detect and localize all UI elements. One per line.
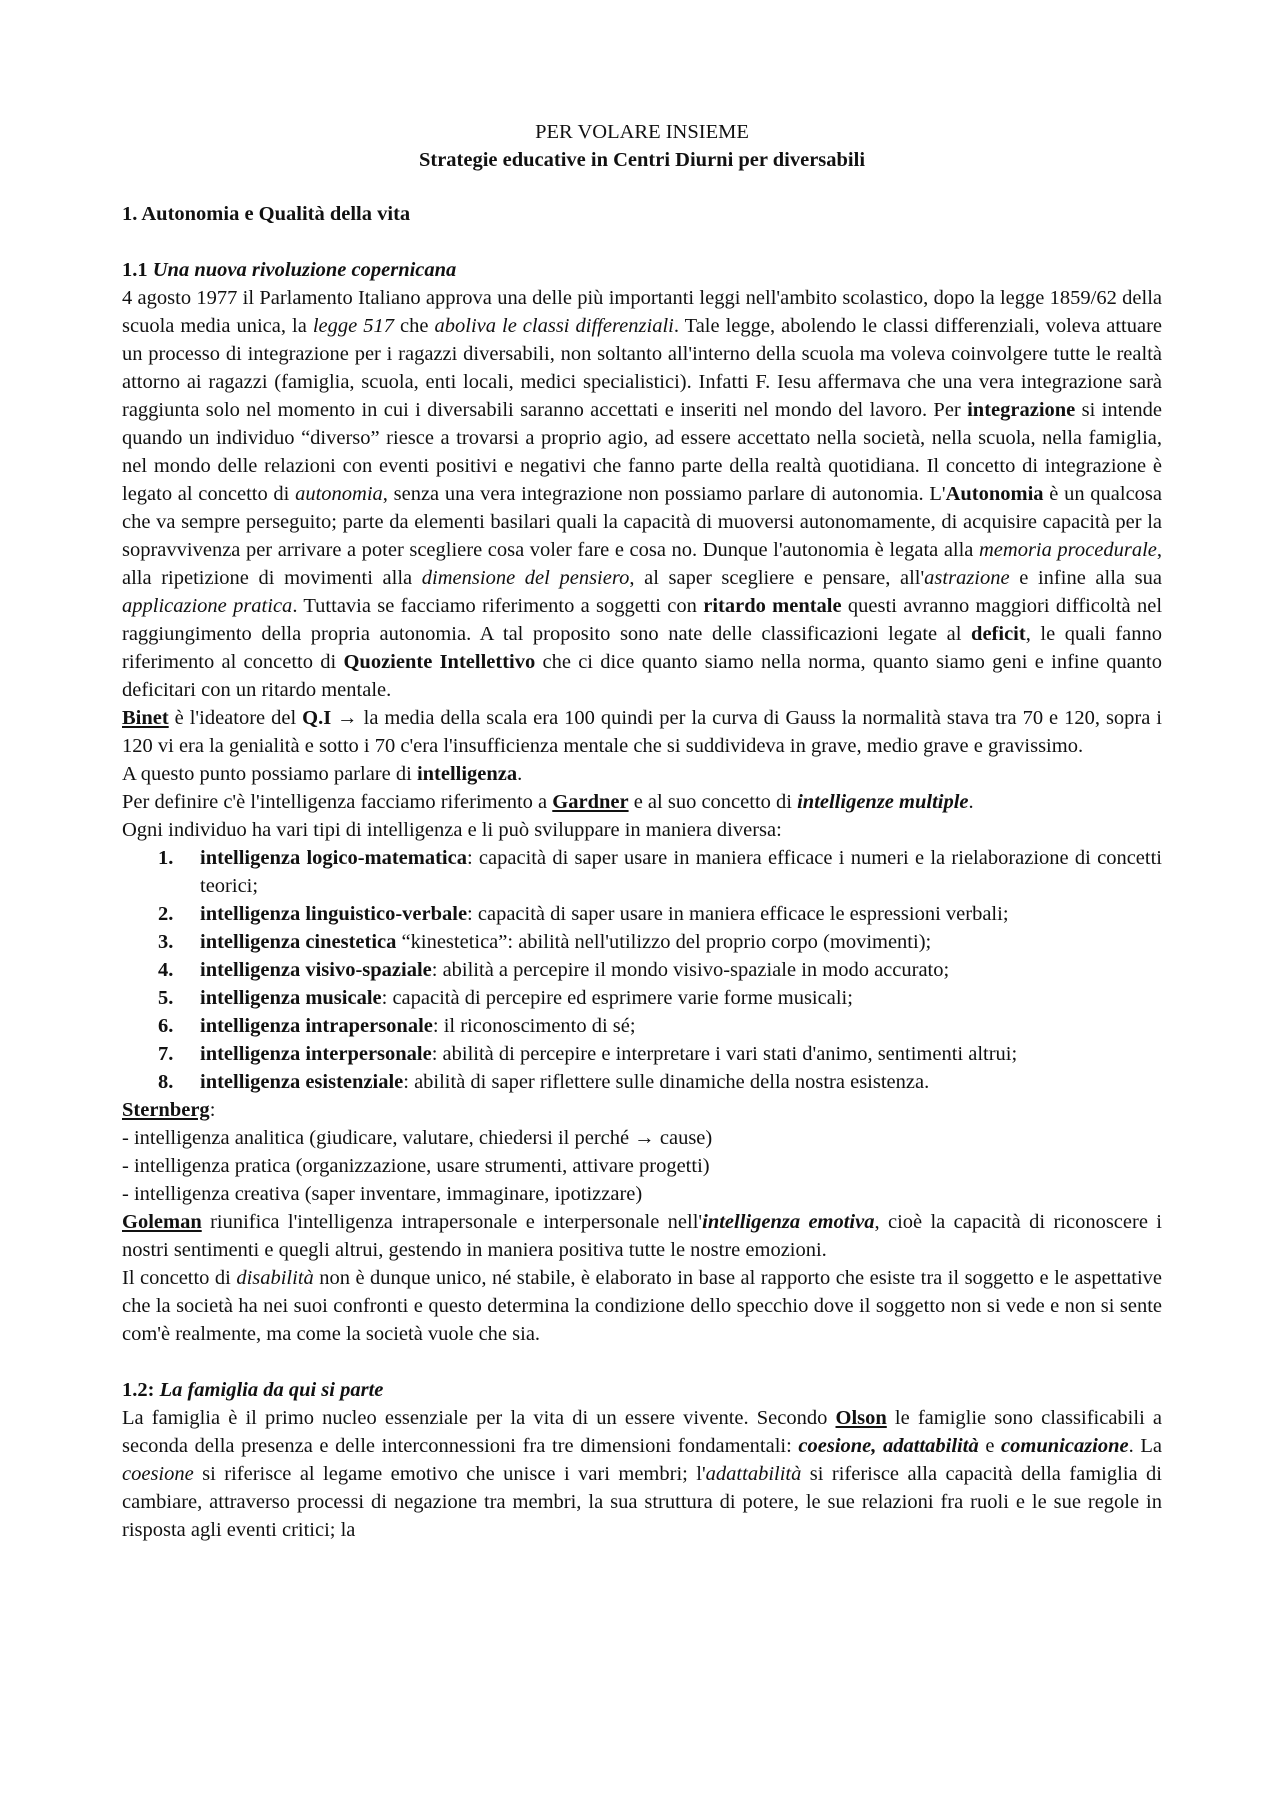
document-subtitle: Strategie educative in Centri Diurni per diversabili bbox=[418, 149, 866, 171]
list-item: 1. intelligenza logico-matematica: capacità di saper usare in maniera efficace i numeri e la rielaborazione di concetti teorici; bbox=[158, 847, 1162, 897]
paragraph-disabilita: Il concetto di disabilità non è dunque unico, né stabile, è elaborato in base al rapporto che esiste tra il soggetto e le aspettative che la società ha nei suoi confronti e questo determina la condizione dello specchio dove il soggetto non si vede e non si sente com'è realmente, ma come la società vuole che sia. bbox=[122, 1267, 1162, 1345]
list-item: 8. intelligenza esistenziale: abilità di saper riflettere sulle dinamiche della nostra esistenza. bbox=[158, 1071, 930, 1093]
paragraph-gardner: Per definire c'è l'intelligenza facciamo riferimento a Gardner e al suo concetto di intelligenze multiple. bbox=[122, 791, 974, 813]
list-item: 4. intelligenza visivo-spaziale: abilità a percepire il mondo visivo-spaziale in modo accurato; bbox=[158, 959, 950, 981]
section-heading-1-2: 1.2: La famiglia da qui si parte bbox=[122, 1379, 384, 1401]
chapter-heading: 1. Autonomia e Qualità della vita bbox=[122, 203, 411, 225]
dash-item: - intelligenza creativa (saper inventare, immaginare, ipotizzare) bbox=[122, 1183, 643, 1205]
paragraph-famiglia: La famiglia è il primo nucleo essenziale per la vita di un essere vivente. Secondo Olson le famiglie sono classificabili a seconda della presenza e delle interconnessioni fra tre dimensioni fondamentali: coesione, adattabilità e comunicazione. La coesione si riferisce al legame emotivo che unisce i vari membri; l'adattabilità si riferisce alla capacità della famiglia di cambiare, attraverso processi di negazione tra membri, la sua struttura di potere, le sue relazioni fra ruoli e le sue regole in risposta agli eventi critici; la bbox=[122, 1407, 1163, 1541]
list-item: 7. intelligenza interpersonale: abilità di percepire e interpretare i vari stati d'animo, sentimenti altrui; bbox=[158, 1043, 1018, 1065]
sternberg-heading: Sternberg: bbox=[122, 1099, 216, 1121]
intelligences-list bbox=[122, 844, 1162, 1096]
paragraph-goleman: Goleman riunifica l'intelligenza intrapersonale e interpersonale nell'intelligenza emotiva, cioè la capacità di riconoscere i nostri sentimenti e quegli altrui, gestendo in maniera positiva tutte le nostre emozioni. bbox=[122, 1211, 1162, 1261]
document-title: PER VOLARE INSIEME bbox=[535, 121, 749, 143]
paragraph-integrazione: 4 agosto 1977 il Parlamento Italiano approva una delle più importanti leggi nell'ambito scolastico, dopo la legge 1859/62 della scuola media unica, la legge 517 che aboliva le classi differenziali. Tale legge, abolendo le classi differenziali, voleva attuare un processo di integrazione per i ragazzi diversabili, non soltanto all'interno della scuola ma voleva coinvolgere tutte le realtà attorno ai ragazzi (famiglia, scuola, enti locali, medici specialistici). Infatti F. Iesu affermava che una vera integrazione sarà raggiunta solo nel momento in cui i diversabili saranno accettati e inseriti nel mondo del lavoro. Per integrazione si intende quando un individuo “diverso” riesce a trovarsi a proprio agio, ad essere accettato nella società, nella scuola, nella famiglia, nel mondo delle relazioni con eventi positivi e negativi che fanno parte della realtà quotidiana. Il concetto di integrazione è legato al concetto di autonomia, senza una vera integrazione non possiamo parlare di autonomia. L'Autonomia è un qualcosa che va sempre perseguito; parte da elementi basilari quali la capacità di muoversi autonomamente, di acquisire capacità per la sopravvivenza per arrivare a poter scegliere cosa voler fare e cosa no. Dunque l'autonomia è legata alla memoria procedurale, alla ripetizione di movimenti alla dimensione del pensiero, al saper scegliere e pensare, all'astrazione e infine alla sua applicazione pratica. Tuttavia se facciamo riferimento a soggetti con ritardo mentale questi avranno maggiori difficoltà nel raggiungimento della propria autonomia. A tal proposito sono nate delle classificazioni legate al deficit, le quali fanno riferimento al concetto di Quoziente Intellettivo che ci dice quanto siamo nella norma, quanto siamo geni e infine quanto deficitari con un ritardo mentale. bbox=[122, 287, 1163, 701]
list-item: 5. intelligenza musicale: capacità di percepire ed esprimere varie forme musicali; bbox=[158, 987, 853, 1009]
list-item: 3. intelligenza cinestetica “kinestetica”: abilità nell'utilizzo del proprio corpo (movimenti); bbox=[158, 931, 932, 953]
paragraph-binet: Binet è l'ideatore del Q.I → la media della scala era 100 quindi per la curva di Gauss la normalità stava tra 70 e 120, sopra i 120 vi era la genialità e sotto i 70 c'era l'insufficienza mentale che si suddivideva in grave, medio grave e gravissimo. bbox=[122, 707, 1163, 757]
dash-item: - intelligenza analitica (giudicare, valutare, chiedersi il perché → cause) bbox=[122, 1127, 713, 1149]
dash-item: - intelligenza pratica (organizzazione, usare strumenti, attivare progetti) bbox=[122, 1155, 710, 1177]
paragraph-intro-list: Ogni individuo ha vari tipi di intelligenza e li può sviluppare in maniera diversa: bbox=[122, 819, 782, 841]
document-body bbox=[122, 118, 1162, 1544]
paragraph-intelligenza: A questo punto possiamo parlare di intelligenza. bbox=[122, 763, 523, 785]
section-heading-1-1: 1.1 Una nuova rivoluzione copernicana bbox=[122, 259, 457, 281]
list-item: 2. intelligenza linguistico-verbale: capacità di saper usare in maniera efficace le espressioni verbali; bbox=[158, 903, 1009, 925]
list-item: 6. intelligenza intrapersonale: il riconoscimento di sé; bbox=[158, 1015, 636, 1037]
